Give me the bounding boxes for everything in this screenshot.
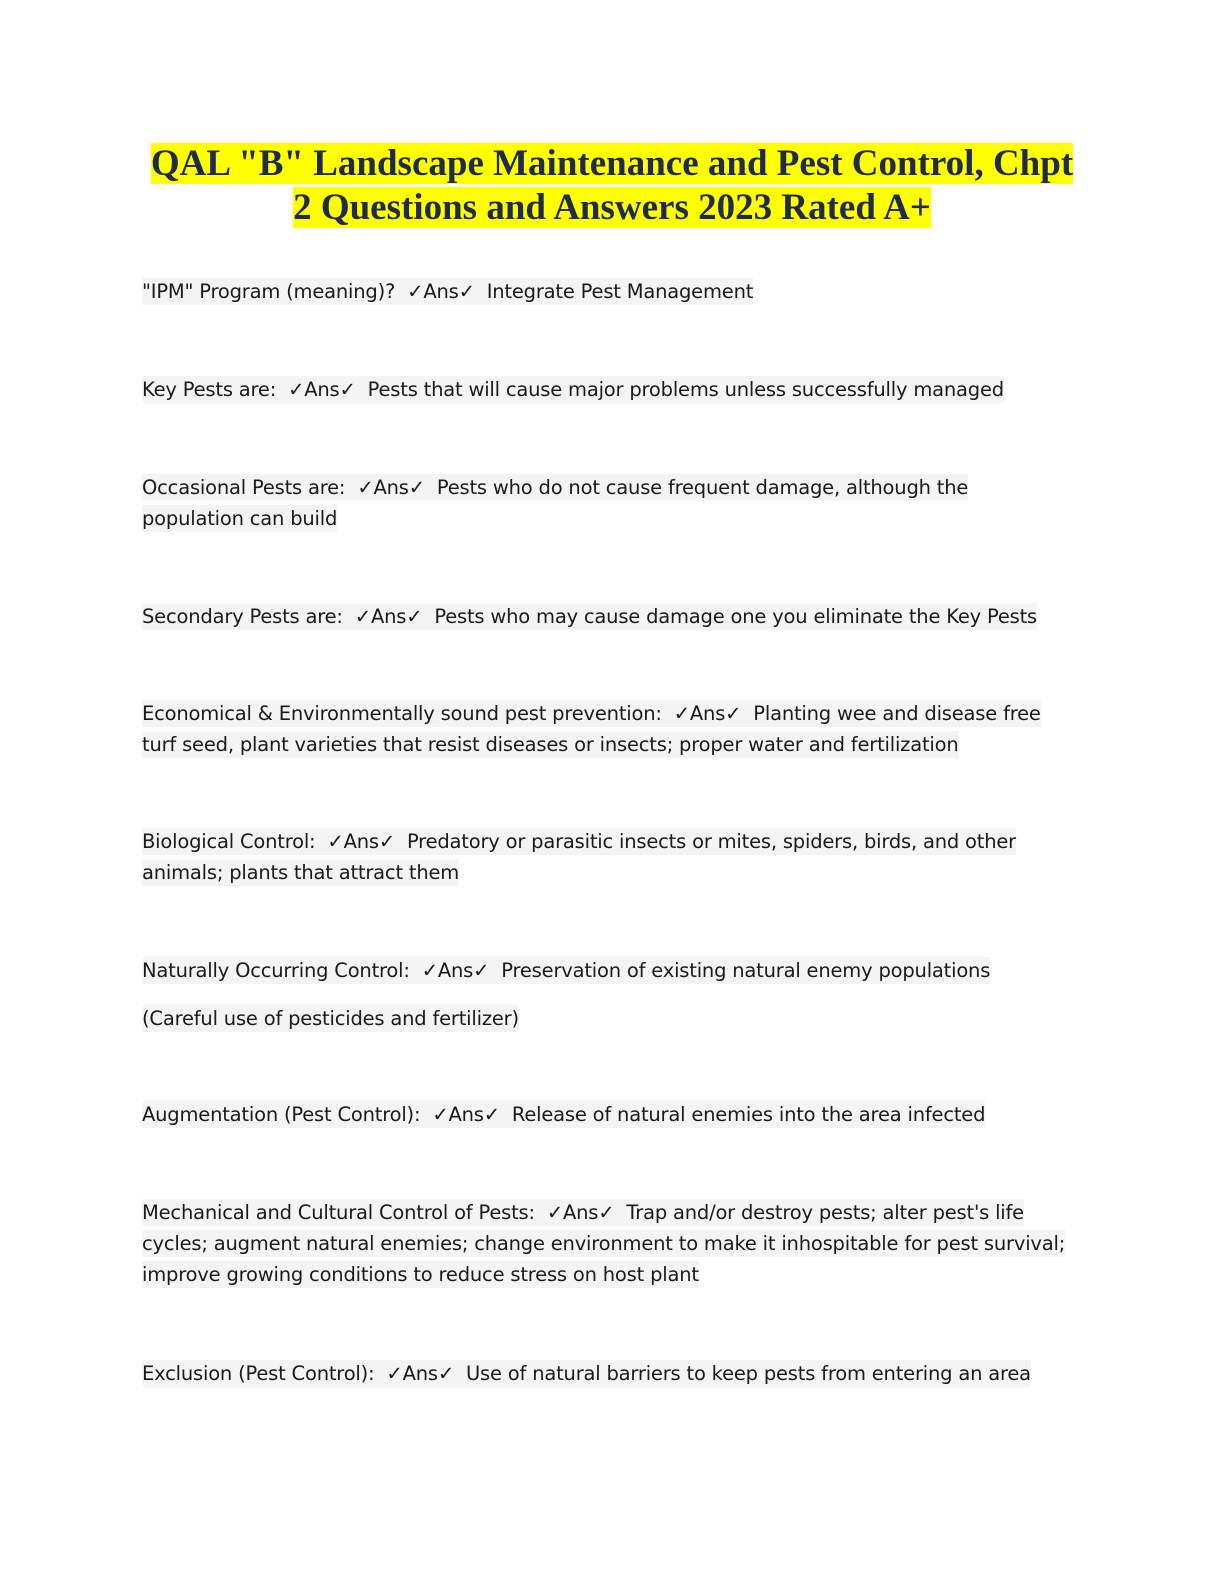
qa-item: [142, 955, 1082, 986]
check-icon: ✓: [327, 830, 344, 853]
check-icon: ✓: [483, 1103, 500, 1126]
check-icon: ✓: [473, 959, 490, 982]
check-icon: ✓: [421, 959, 438, 982]
check-icon: ✓: [725, 702, 742, 725]
title-line-1: QAL "B" Landscape Maintenance and Pest Control, Chpt: [150, 143, 1074, 184]
check-icon: ✓: [437, 1362, 454, 1385]
check-icon: ✓: [598, 1201, 615, 1224]
ans-label: Ans: [423, 280, 459, 303]
answer-text: Pests that will cause major problems unless successfully managed: [367, 378, 1004, 401]
answer-text: Pests who do not cause frequent damage, although the population can build: [142, 476, 969, 530]
qa-item: [142, 276, 1082, 307]
ans-label: Ans: [448, 1103, 484, 1126]
qa-item: [142, 826, 1042, 888]
check-icon: ✓: [407, 280, 424, 303]
qa-item: [142, 472, 982, 534]
question-text: Exclusion (Pest Control):: [142, 1362, 375, 1385]
question-text: Economical & Environmentally sound pest prevention:: [142, 702, 662, 725]
check-icon: ✓: [378, 830, 395, 853]
ans-label: Ans: [689, 702, 726, 725]
note-text: (Careful use of pesticides and fertilizer): [142, 1007, 519, 1030]
document-title: [100, 142, 1124, 230]
answer-text: Release of natural enemies into the area infected: [511, 1103, 986, 1126]
ans-label: Ans: [304, 378, 340, 401]
question-text: Augmentation (Pest Control):: [142, 1103, 421, 1126]
check-icon: ✓: [673, 702, 690, 725]
ans-label: Ans: [437, 959, 474, 982]
qa-item: [142, 1358, 1082, 1389]
qa-item: [142, 374, 1082, 405]
ans-label: Ans: [370, 605, 407, 628]
check-icon: ✓: [357, 476, 374, 499]
check-icon: ✓: [406, 605, 423, 628]
qa-item: [142, 1197, 1082, 1290]
answer-text: Planting wee and disease free turf seed, plant varieties that resist diseases or insects; proper water and fertilization: [142, 702, 1041, 756]
qa-item: [142, 601, 1082, 632]
ans-label: Ans: [373, 476, 409, 499]
ans-label: Ans: [402, 1362, 438, 1385]
question-text: Naturally Occurring Control:: [142, 959, 410, 982]
question-text: Mechanical and Cultural Control of Pests:: [142, 1201, 535, 1224]
ans-label: Ans: [343, 830, 379, 853]
qa-item-note: [142, 1003, 519, 1034]
check-icon: ✓: [386, 1362, 403, 1385]
answer-text: Pests who may cause damage one you eliminate the Key Pests: [434, 605, 1038, 628]
answer-text: Use of natural barriers to keep pests from entering an area: [465, 1362, 1031, 1385]
check-icon: ✓: [432, 1103, 449, 1126]
question-text: "IPM" Program (meaning)?: [142, 280, 396, 303]
qa-item: [142, 1099, 1082, 1130]
check-icon: ✓: [354, 605, 371, 628]
check-icon: ✓: [458, 280, 475, 303]
qa-item: [142, 698, 1062, 760]
question-text: Key Pests are:: [142, 378, 277, 401]
answer-text: Trap and/or destroy pests; alter pest's life cycles; augment natural enemies; change environment to make it inhospitable for pest survival; improve growing conditions to reduce stress on host plant: [142, 1201, 1066, 1286]
title-line-2: 2 Questions and Answers 2023 Rated A+: [293, 187, 931, 228]
check-icon: ✓: [546, 1201, 563, 1224]
ans-label: Ans: [563, 1201, 599, 1224]
answer-text: Predatory or parasitic insects or mites, spiders, birds, and other animals; plants that attract them: [142, 830, 1016, 884]
check-icon: ✓: [288, 378, 305, 401]
check-icon: ✓: [408, 476, 425, 499]
answer-text: Preservation of existing natural enemy populations: [501, 959, 991, 982]
question-text: Occasional Pests are:: [142, 476, 346, 499]
question-text: Biological Control:: [142, 830, 316, 853]
answer-text: Integrate Pest Management: [486, 280, 754, 303]
question-text: Secondary Pests are:: [142, 605, 343, 628]
check-icon: ✓: [339, 378, 356, 401]
